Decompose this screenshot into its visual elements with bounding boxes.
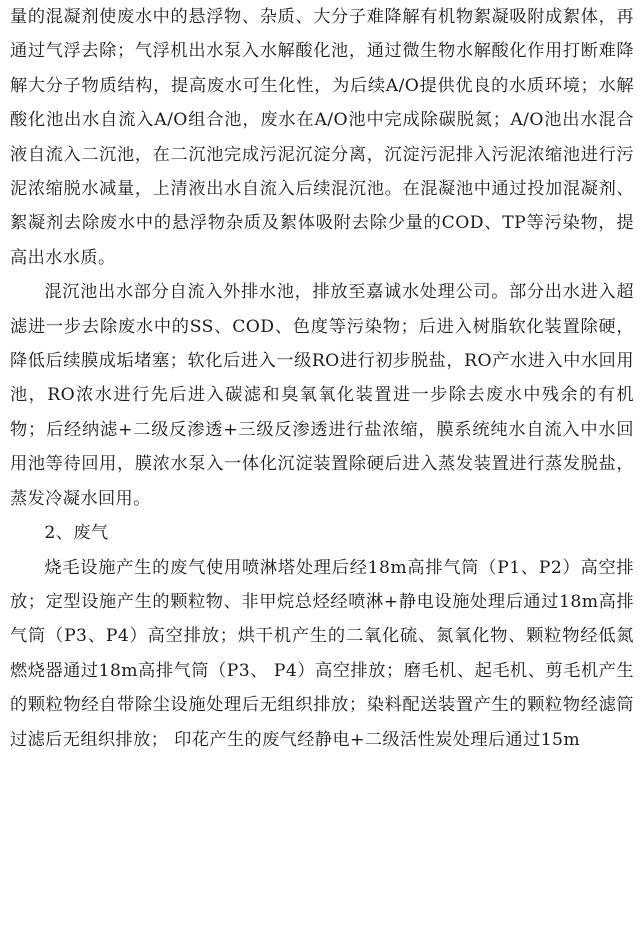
- paragraph-reuse-process: 混沉池出水部分自流入外排水池，排放至嘉诚水处理公司。部分出水进入超滤进一步去除废水中的SS、COD、色度等污染物；后进入树脂软化装置除硬，降低后续膜成垢堵塞；软化后进入一级RO进行初步脱盐，RO产水进入中水回用池，RO浓水进行先后进入碳滤和臭氧氧化装置进一步除去废水中残余的有机物；后经纳滤+二级反渗透+三级反渗透进行盐浓缩，膜系统纯水自流入中水回用池等待回用，膜浓水泵入一体化沉淀装置除硬后进入蒸发装置进行蒸发脱盐，蒸发冷凝水回用。: [10, 282, 634, 509]
- paragraph-wastewater-process: 量的混凝剂使废水中的悬浮物、杂质、大分子难降解有机物絮凝吸附成絮体，再通过气浮去除；气浮机出水泵入水解酸化池，通过微生物水解酸化作用打断难降解大分子物质结构，提高废水可生化性，为后续A/O提供优良的水质环境；水解酸化池出水自流入A/O组合池，废水在A/O池中完成除碳脱氮；A/O池出水混合液自流入二沉池，在二沉池完成污泥沉淀分离，沉淀污泥排入污泥浓缩池进行污泥浓缩脱水减量，上清液出水自流入后续混沉池。在混凝池中通过投加混凝剂、絮凝剂去除废水中的悬浮物杂质及絮体吸附去除少量的COD、TP等污染物，提高出水水质。: [10, 7, 634, 268]
- paragraph-exhaust-gas: 烧毛设施产生的废气使用喷淋塔处理后经18m高排气筒（P1、P2）高空排放；定型设施产生的颗粒物、非甲烷总烃经喷淋+静电设施处理后通过18m高排气筒（P3、P4）高空排放；烘干机产生的二氧化硫、氮氧化物、颗粒物经低氮燃烧器通过18m高排气筒（P3、 P4）高空排放；磨毛机、起毛机、剪毛机产生的颗粒物经自带除尘设施处理后无组织排放；染料配送装置产生的颗粒物经滤筒过滤后无组织排放； 印花产生的废气经静电+二级活性炭处理后通过15m: [10, 557, 634, 750]
- section-heading-exhaust-gas: 2、废气: [44, 523, 109, 544]
